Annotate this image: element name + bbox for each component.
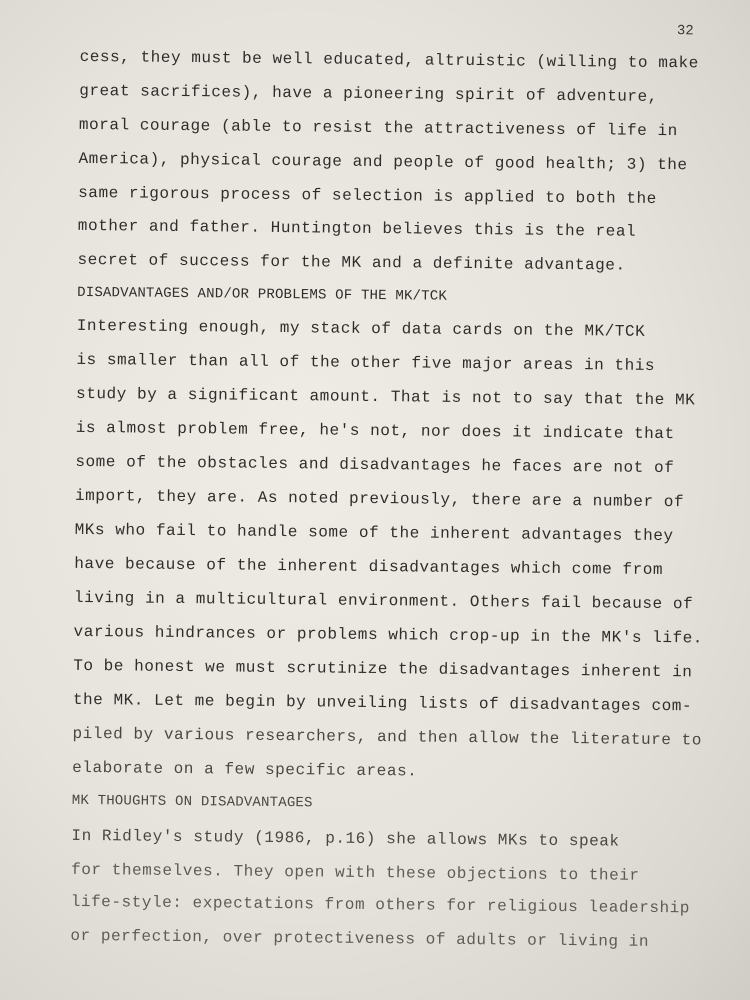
- text-line: piled by various researchers, and then allow the literature to: [72, 724, 703, 750]
- text-line: for themselves. They open with these objections to their: [71, 860, 640, 885]
- text-line: moral courage (able to resist the attractiveness of life in: [78, 115, 678, 141]
- text-line: import, they are. As noted previously, there are a number of: [74, 486, 685, 512]
- text-line: the MK. Let me begin by unveiling lists of disadvantages com-: [72, 690, 693, 716]
- text-line: have because of the inherent disadvantages which come from: [74, 554, 664, 580]
- text-line: great sacrifices), have a pioneering spirit of adventure,: [79, 81, 658, 106]
- text-line: same rigorous process of selection is applied to both the: [78, 183, 657, 208]
- subsection-heading: MK THOUGHTS ON DISADVANTAGES: [71, 792, 313, 812]
- text-line: is smaller than all of the other five major areas in this: [76, 350, 656, 375]
- text-line: America), physical courage and people of good health; 3) the: [78, 149, 688, 175]
- text-line: cess, they must be well educated, altruistic (willing to make: [79, 47, 699, 73]
- text-line: various hindrances or problems which crop-up in the MK's life.: [73, 622, 704, 648]
- page-number: 32: [676, 23, 694, 40]
- text-line: To be honest we must scrutinize the disadvantages inherent in: [73, 656, 693, 682]
- text-line: life-style: expectations from others for religious leadership: [70, 892, 691, 918]
- section-heading: DISADVANTAGES AND/OR PROBLEMS OF THE MK/TCK: [77, 284, 448, 305]
- text-line: study by a significant amount. That is not to say that the MK: [76, 384, 696, 410]
- text-line: In Ridley's study (1986, p.16) she allows MKs to speak: [71, 826, 620, 851]
- text-line: Interesting enough, my stack of data cards on the MK/TCK: [76, 316, 646, 341]
- text-line: is almost problem free, he's not, nor does it indicate that: [75, 418, 675, 444]
- text-line: secret of success for the MK and a definite advantage.: [77, 250, 626, 275]
- text-line: living in a multicultural environment. Others fail because of: [73, 588, 694, 614]
- text-line: elaborate on a few specific areas.: [72, 758, 418, 781]
- text-line: or perfection, over protectiveness of adults or living in: [70, 926, 650, 951]
- text-line: mother and father. Huntington believes this is the real: [77, 216, 637, 241]
- text-line: MKs who fail to handle some of the inherent advantages they: [74, 520, 674, 546]
- text-line: some of the obstacles and disadvantages he faces are not of: [75, 452, 675, 478]
